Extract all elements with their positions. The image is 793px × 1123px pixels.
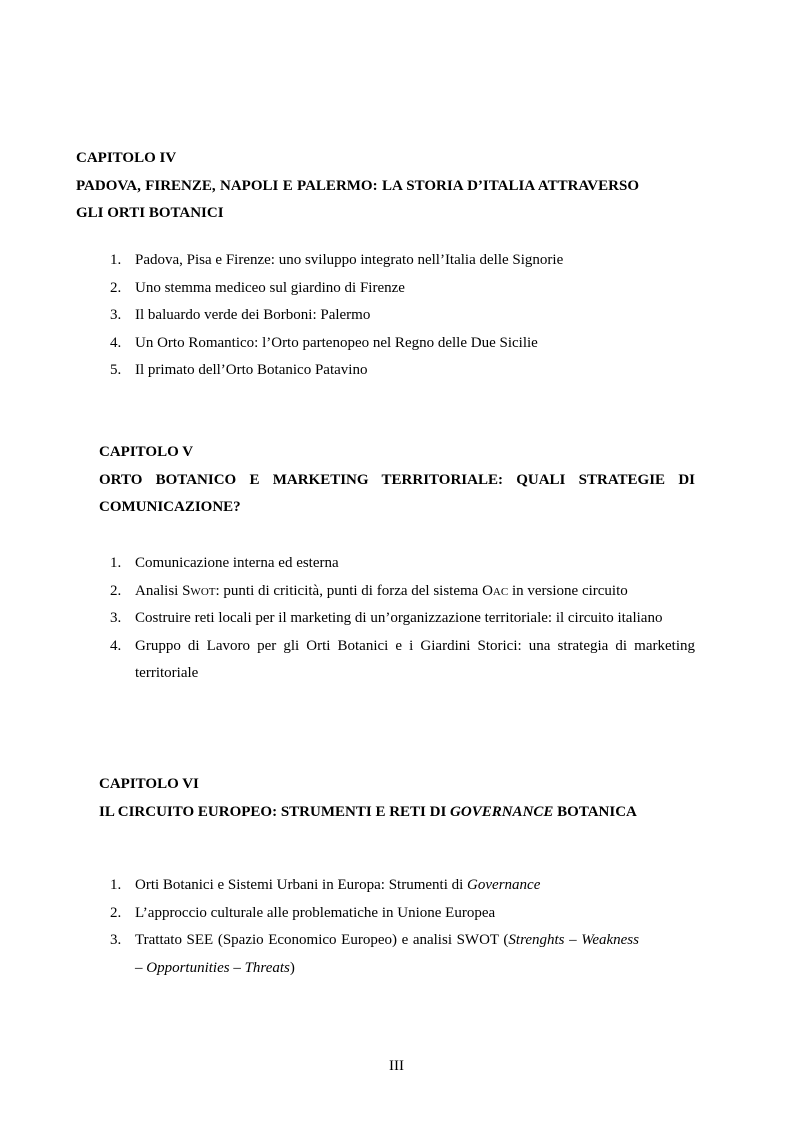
item-number: 3. — [110, 307, 122, 323]
item-text: Il primato dell’Orto Botanico Patavino — [135, 362, 368, 378]
item-number: 1. — [110, 555, 122, 571]
item-number: 1. — [110, 252, 122, 268]
list-item — [99, 550, 695, 578]
list-item — [99, 330, 695, 358]
item-number: 2. — [110, 904, 122, 921]
item-text: Comunicazione interna ed esterna — [135, 555, 339, 571]
list-item — [99, 633, 695, 688]
list-item — [99, 578, 695, 606]
title-governance: GOVERNANCE — [450, 803, 554, 820]
item-number: 2. — [110, 582, 122, 599]
chapter-label: CAPITOLO VI — [99, 776, 199, 792]
item-text: Orti Botanici e Sistemi Urbani in Europa: Strumenti di Governance — [135, 877, 541, 893]
page-number: III — [389, 1058, 404, 1074]
acronym-swot: Swot — [182, 582, 216, 599]
chapter-label: CAPITOLO IV — [76, 150, 177, 166]
item-number: 4. — [110, 334, 122, 351]
list-item — [99, 605, 695, 633]
item-text: Il baluardo verde dei Borboni: Palermo — [135, 307, 371, 323]
item-text: Uno stemma mediceo sul giardino di Firenze — [135, 279, 405, 296]
chapter-title: ORTO BOTANICO E MARKETING TERRITORIALE: QUALI STRATEGIE DI COMUNICAZIONE? — [99, 471, 695, 515]
chapter-title: PADOVA, FIRENZE, NAPOLI E PALERMO: LA STORIA D’ITALIA ATTRAVERSO GLI ORTI BOTANICI — [76, 177, 639, 221]
chapter-5-heading — [99, 439, 695, 522]
item-text: Un Orto Romantico: l’Orto partenopeo nel Regno delle Due Sicilie — [135, 334, 538, 351]
list-item — [99, 302, 695, 330]
list-item — [99, 275, 695, 303]
item-text: Analisi Swot: punti di criticità, punti di forza del sistema Oac in versione circuito — [135, 582, 628, 599]
chapter-4-heading — [76, 145, 639, 228]
list-item — [99, 900, 639, 928]
list-item — [99, 927, 639, 982]
item-text: Trattato SEE (Spazio Economico Europeo) e analisi SWOT (Strenghts – Weakness – Opportunities – Threats) — [135, 932, 639, 976]
item-number: 3. — [110, 610, 122, 626]
chapter-6-heading — [99, 771, 639, 826]
item-number: 3. — [110, 932, 122, 948]
item-text: Gruppo di Lavoro per gli Orti Botanici e i Giardini Storici: una strategia di marketing territoriale — [135, 637, 695, 681]
list-item — [99, 247, 695, 275]
chapter-4-contents — [99, 247, 695, 385]
acronym-oac: Oac — [482, 582, 509, 599]
item-text: Padova, Pisa e Firenze: uno sviluppo integrato nell’Italia delle Signorie — [135, 252, 564, 268]
item-number: 1. — [110, 877, 122, 893]
item-text: Costruire reti locali per il marketing di un’organizzazione territoriale: il circuito italiano — [135, 610, 663, 626]
chapter-label: CAPITOLO V — [99, 444, 194, 460]
chapter-5-contents — [99, 550, 695, 688]
chapter-6-contents — [99, 872, 639, 982]
list-item — [99, 872, 639, 900]
chapter-title: IL CIRCUITO EUROPEO: STRUMENTI E RETI DI GOVERNANCE BOTANICA — [99, 803, 637, 820]
item-number: 5. — [110, 362, 122, 378]
item-text: L’approccio culturale alle problematiche in Unione Europea — [135, 904, 496, 921]
item-number: 4. — [110, 637, 122, 654]
list-item — [99, 357, 695, 385]
item-number: 2. — [110, 279, 122, 296]
